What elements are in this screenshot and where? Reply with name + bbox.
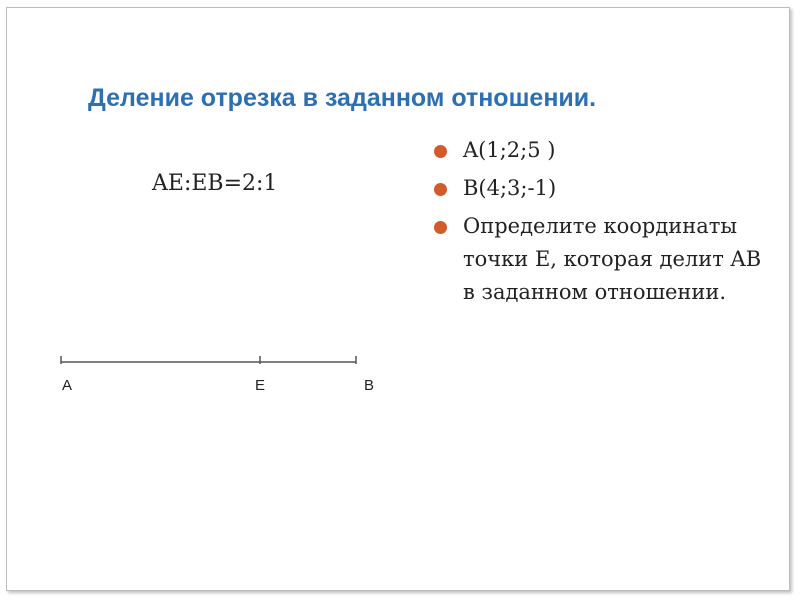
ratio-text: AE:EB=2:1 — [152, 171, 278, 196]
point-label-e: E — [255, 377, 266, 394]
point-label-a: A — [62, 377, 73, 394]
bullet-text: Определите координаты точки E, которая делит AB в заданном отношении. — [463, 214, 762, 304]
slide-title: Деление отрезка в заданном отношении. — [88, 84, 597, 112]
point-label-b: B — [364, 377, 375, 394]
bullet-text: B(4;3;-1) — [463, 176, 557, 200]
bullet-text: A(1;2;5 ) — [463, 138, 556, 162]
